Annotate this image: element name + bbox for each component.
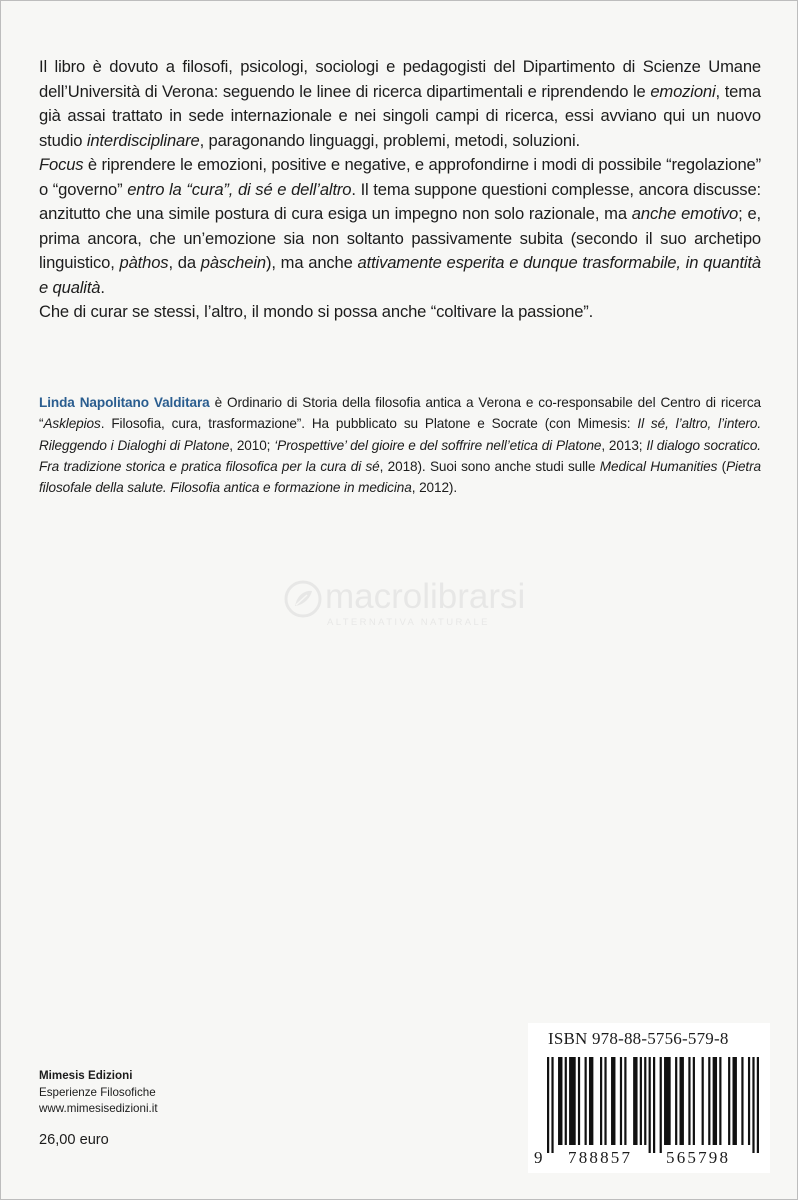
barcode-digit-group: 9 bbox=[534, 1148, 545, 1167]
author-bio bbox=[39, 392, 761, 498]
isbn-barcode-block bbox=[528, 1023, 770, 1173]
italic-text-run: Focus bbox=[39, 155, 84, 174]
italic-text-run: pàthos bbox=[119, 253, 169, 272]
text-run: , tema già assai trattato in sede internazionale e nei singoli campi di ricerca, essi avviano qui un nuovo studio bbox=[39, 81, 761, 150]
italic-text-run: Il dialogo socratico. Fra tradizione storica e pratica filosofica per la cura di sé bbox=[39, 437, 761, 474]
italic-text-run: Pietra filosofale della salute. Filosofia antica e formazione in medicina bbox=[39, 458, 761, 496]
italic-text-run: ‘Prospettive’ del gioire e del soffrire nell’etica di Platone bbox=[274, 437, 602, 453]
author-bio-paragraph bbox=[39, 392, 761, 498]
text-run: , paragonando linguaggi, problemi, metodi, soluzioni. bbox=[199, 130, 581, 150]
publisher-name: Mimesis Edizioni bbox=[39, 1069, 133, 1082]
text-run: . Il tema suppone questioni complesse, ancora discusse: anzitutto che una simile postura di cura esiga un impegno non solo razionale, ma bbox=[39, 179, 761, 223]
italic-text-run: attivamente esperita e dunque trasformabile, in quantità e qualità bbox=[39, 253, 761, 297]
text-run: , 2012). bbox=[411, 480, 458, 496]
text-run: Che di curar se stessi, l’altro, il mondo si possa anche “coltivare la passione”. bbox=[39, 302, 594, 321]
watermark-logo-icon bbox=[283, 579, 323, 619]
watermark-name: macrolibrarsi bbox=[325, 577, 526, 616]
publisher-info bbox=[39, 1068, 158, 1118]
italic-text-run: Il sé, l’altro, l’intero. Rileggendo i Dialoghi di Platone bbox=[39, 416, 761, 453]
italic-text-run: Medical Humanities bbox=[599, 458, 718, 474]
isbn-label: ISBN 978-88-5756-579-8 bbox=[548, 1029, 729, 1048]
text-run: . Filosofia, cura, trasformazione”. Ha pubblicato su Platone e Socrate (con Mimesis: bbox=[100, 416, 638, 432]
blurb-text bbox=[39, 55, 761, 325]
text-run: è riprendere le emozioni, positive e negative, e approfondirne i modi di possibile “regolazione” o “governo” bbox=[39, 155, 761, 199]
watermark bbox=[283, 577, 553, 637]
text-run: , 2013; bbox=[601, 437, 647, 453]
barcode-digit-group: 565798 bbox=[666, 1148, 731, 1167]
italic-text-run: Asklepios bbox=[43, 416, 101, 432]
author-name: Linda Napolitano Valditara bbox=[39, 395, 210, 410]
barcode-icon bbox=[547, 1057, 759, 1153]
barcode-digit-group: 788857 bbox=[568, 1148, 633, 1167]
text-run: è Ordinario di Storia della filosofia antica a Verona e co-responsabile del Centro di ricerca “ bbox=[39, 395, 761, 432]
text-run: ), ma anche bbox=[265, 253, 358, 272]
watermark-tagline: ALTERNATIVA NATURALE bbox=[327, 617, 490, 628]
publisher-series: Esperienze Filosofiche bbox=[39, 1085, 156, 1099]
italic-text-run: entro la “cura”, di sé e dell’altro bbox=[127, 179, 352, 199]
blurb-paragraph bbox=[39, 55, 761, 153]
italic-text-run: pàschein bbox=[200, 253, 266, 272]
text-run: Il libro è dovuto a filosofi, psicologi, sociologi e pedagogisti del Dipartimento di Scienze Umane dell’Università di Verona: seguendo le linee di ricerca dipartimentali e riprendendo le bbox=[39, 57, 761, 101]
italic-text-run: anche emotivo bbox=[631, 204, 739, 223]
blurb-paragraph bbox=[39, 300, 761, 325]
text-run: ( bbox=[717, 458, 727, 474]
italic-text-run: interdisciplinare bbox=[86, 130, 200, 150]
price: 26,00 euro bbox=[39, 1132, 109, 1148]
publisher-website: www.mimesisedizioni.it bbox=[39, 1102, 158, 1115]
text-run: , 2018). Suoi sono anche studi sulle bbox=[379, 458, 600, 474]
text-run: , 2010; bbox=[229, 437, 275, 453]
text-run: ; e, prima ancora, che un’emozione sia non soltanto passivamente subita (secondo il suo archetipo linguistico, bbox=[39, 204, 761, 272]
italic-text-run: emozioni bbox=[650, 81, 716, 101]
blurb-paragraph bbox=[39, 153, 761, 300]
text-run: , da bbox=[168, 253, 201, 272]
text-run: . bbox=[100, 277, 105, 297]
barcode-digits bbox=[534, 1148, 766, 1172]
